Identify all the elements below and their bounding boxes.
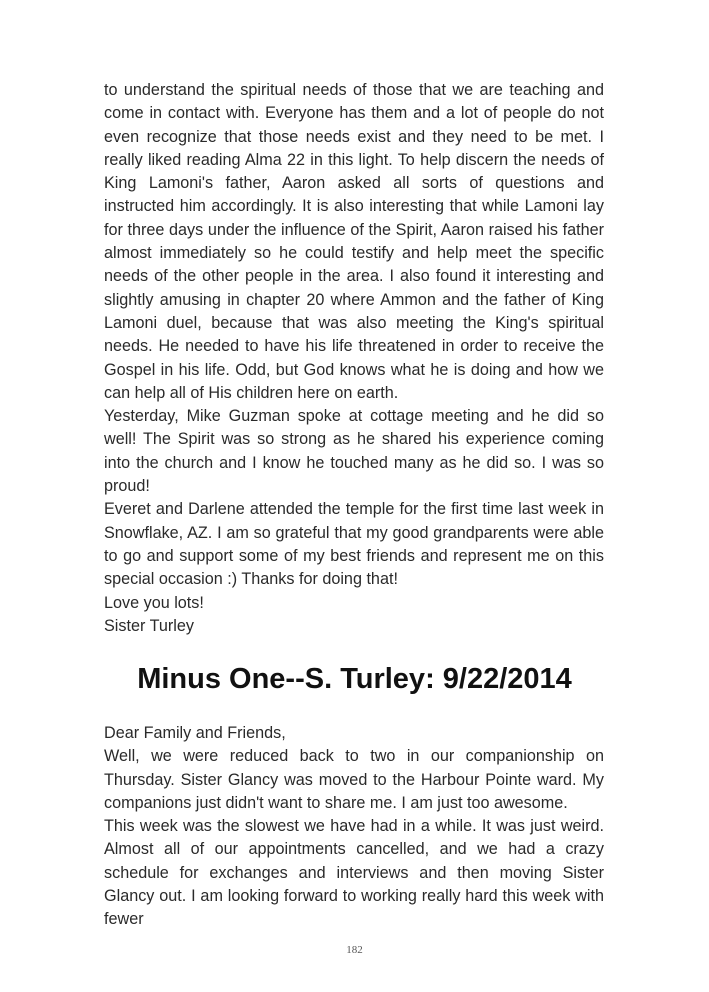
previous-entry-body	[104, 79, 604, 638]
body-paragraph: Well, we were reduced back to two in our companionship on Thursday. Sister Glancy was moved to the Harbour Pointe ward. My companions just didn't want to share me. I am just too awesome.	[104, 747, 604, 812]
signature: Sister Turley	[104, 616, 194, 635]
body-paragraph: This week was the slowest we have had in a while. It was just weird. Almost all of our appointments cancelled, and we had a crazy schedule for exchanges and interviews and then moving Sister Glancy out. I am looking forward to working really hard this week with fewer	[104, 817, 604, 929]
entry-title: Minus One--S. Turley: 9/22/2014	[137, 663, 572, 695]
body-paragraph: Yesterday, Mike Guzman spoke at cottage meeting and he did so well! The Spirit was so strong as he shared his experience coming into the church and I know he touched many as he did so. I was so proud!	[104, 407, 604, 496]
body-paragraph: to understand the spiritual needs of those that we are teaching and come in contact with. Everyone has them and a lot of people do not even recognize that those needs exist and they need to be met. I really liked reading Alma 22 in this light. To help discern the needs of King Lamoni's father, Aaron asked all sorts of questions and instructed him accordingly. It is also interesting that while Lamoni lay for three days under the influence of the Spirit, Aaron raised his father almost immediately so he could testify and help meet the specific needs of the other people in the area. I also found it interesting and slightly amusing in chapter 20 where Ammon and the father of King Lamoni duel, because that was also meeting the King's spiritual needs. He needed to have his life threatened in order to receive the Gospel in his life. Odd, but God knows what he is doing and how we can help all of His children here on earth.	[104, 81, 604, 402]
body-paragraph: Everet and Darlene attended the temple for the first time last week in Snowflake, AZ. I am so grateful that my good grandparents were able to go and support some of my best friends and represent me on this special occasion :) Thanks for doing that!	[104, 500, 604, 589]
next-entry-body	[104, 722, 604, 932]
page-number: 182	[346, 944, 363, 956]
closing-line: Love you lots!	[104, 593, 204, 612]
greeting: Dear Family and Friends,	[104, 724, 286, 742]
